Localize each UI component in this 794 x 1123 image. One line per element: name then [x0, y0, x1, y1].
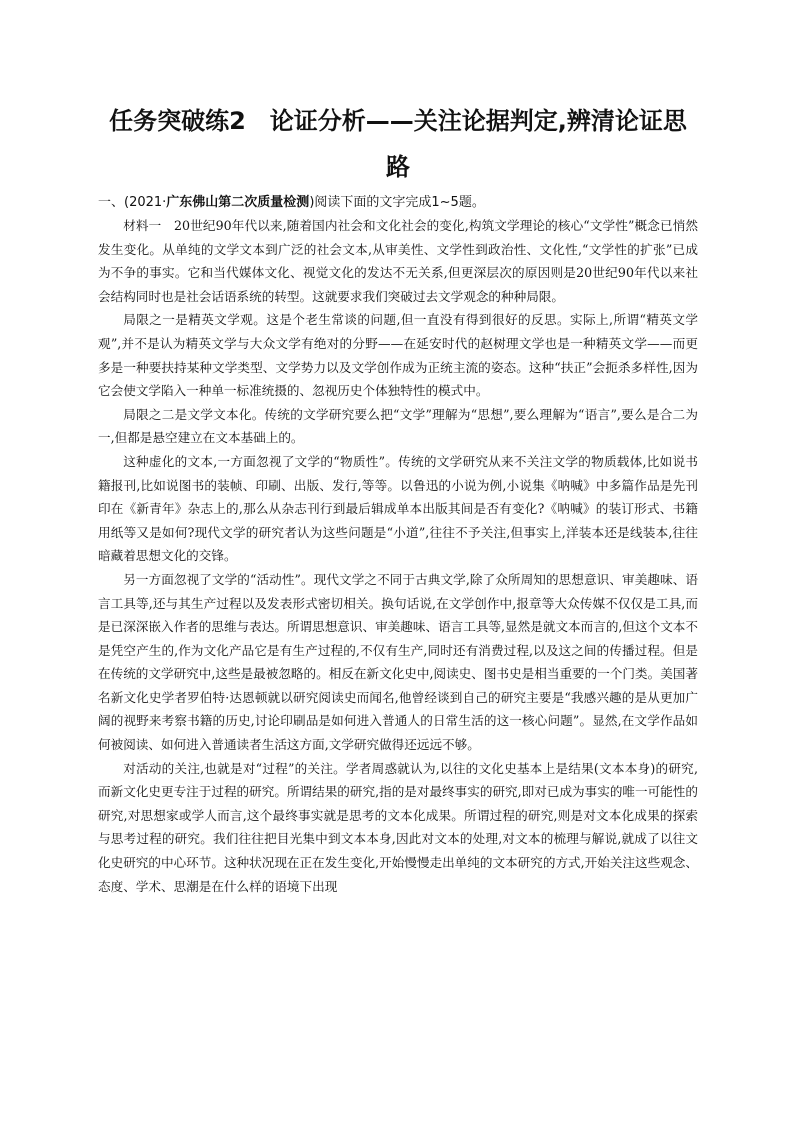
passage-paragraph: 局限之二是文学文本化。传统的文学研究要么把“文学”理解为“思想”,要么理解为“语言”,要么是合二为一,但都是悬空建立在文本基础上的。: [98, 406, 698, 446]
document-page: [98, 98, 698, 898]
passage-paragraph: 另一方面忽视了文学的“活动性”。现代文学之不同于古典文学,除了众所周知的思想意识、审美趣味、语言工具等,还与其生产过程以及发表形式密切相关。换句话说,在文学创作中,报章等大众传媒不仅仅是工具,而是已深深嵌入作者的思维与表达。所谓思想意识、审美趣味、语言工具等,显然是就文本而言的,但这个文本不是凭空产生的,作为文化产品它是有生产过程的,不仅有生产,同时还有消费过程,以及这之间的传播过程。但是在传统的文学研究中,这些是最被忽略的。相反在新文化史中,阅读史、图书史是相当重要的一个门类。美国著名新文化史学者罗伯特·达恩顿就以研究阅读史而闻名,他曾经谈到自己的研究主要是“我感兴趣的是从更加广阔的视野来考察书籍的历史,讨论印刷品是如何进入普通人的日常生活的这一核心问题”。显然,在文学作品如何被阅读、如何进入普通读者生活这方面,文学研究做得还远远不够。: [98, 571, 698, 753]
question-source: 广东佛山第二次质量检测: [166, 195, 310, 210]
passage-paragraph: 局限之一是精英文学观。这是个老生常谈的问题,但一直没有得到很好的反思。实际上,所谓“精英文学观”,并不是认为精英文学与大众文学有绝对的分野——在延安时代的赵树理文学也是一种精英文学——而更多是一种要扶持某种文学类型、文学势力以及文学创作成为正统主流的姿态。这种“扶正”会扼杀多样性,因为它会使文学陷入一种单一标准统摄的、忽视历史个体独特性的模式中。: [98, 312, 698, 399]
passage-paragraph: 这种虚化的文本,一方面忽视了文学的“物质性”。传统的文学研究从来不关注文学的物质载体,比如说书籍报刊,比如说图书的装帧、印刷、出版、发行,等等。以鲁迅的小说为例,小说集《呐喊》中多篇作品是先刊印在《新青年》杂志上的,那么从杂志刊行到最后辑成单本出版其间是否有变化?《呐喊》的装订形式、书籍用纸等又是如何?现代文学的研究者认为这些问题是“小道”,往往不予关注,但事实上,洋装本还是线装本,往往暗藏着思想文化的交锋。: [98, 453, 698, 564]
question-suffix: )阅读下面的文字完成1~5题。: [309, 195, 485, 210]
question-prefix: 一、(2021·: [98, 195, 167, 210]
page-title: 任务突破练2 论证分析——关注论据判定,辨清论证思路: [109, 107, 687, 181]
passage-paragraph: 材料一 20世纪90年代以来,随着国内社会和文化社会的变化,构筑文学理论的核心“文学性”概念已悄然发生变化。从单纯的文学文本到广泛的社会文本,从审美性、文学性到政治性、文化性,“文学性的扩张”已成为不争的事实。它和当代媒体文化、视觉文化的发达不无关系,但更深层次的原因则是20世纪90年代以来社会结构同时也是社会话语系统的转型。这就要求我们突破过去文学观念的种种局限。: [98, 218, 698, 304]
passage-paragraph: 对活动的关注,也就是对“过程”的关注。学者周惑就认为,以往的文化史基本上是结果(文本本身)的研究,而新文化史更专注于过程的研究。所谓结果的研究,指的是对最终事实的研究,即对已成为事实的唯一可能性的研究,对思想家或学人而言,这个最终事实就是思考的文本化成果。所谓过程的研究,则是对文本化成果的探索与思考过程的研究。我们往往把目光集中到文本本身,因此对文本的处理,对文本的梳理与解说,就成了以往文化史研究的中心环节。这种状况现在正在发生变化,开始慢慢走出单纯的文本研究的方式,开始关注这些观念、态度、学术、思潮是在什么样的语境下出现: [98, 760, 698, 894]
reading-passage: [98, 214, 698, 898]
question-instruction: [98, 192, 698, 214]
